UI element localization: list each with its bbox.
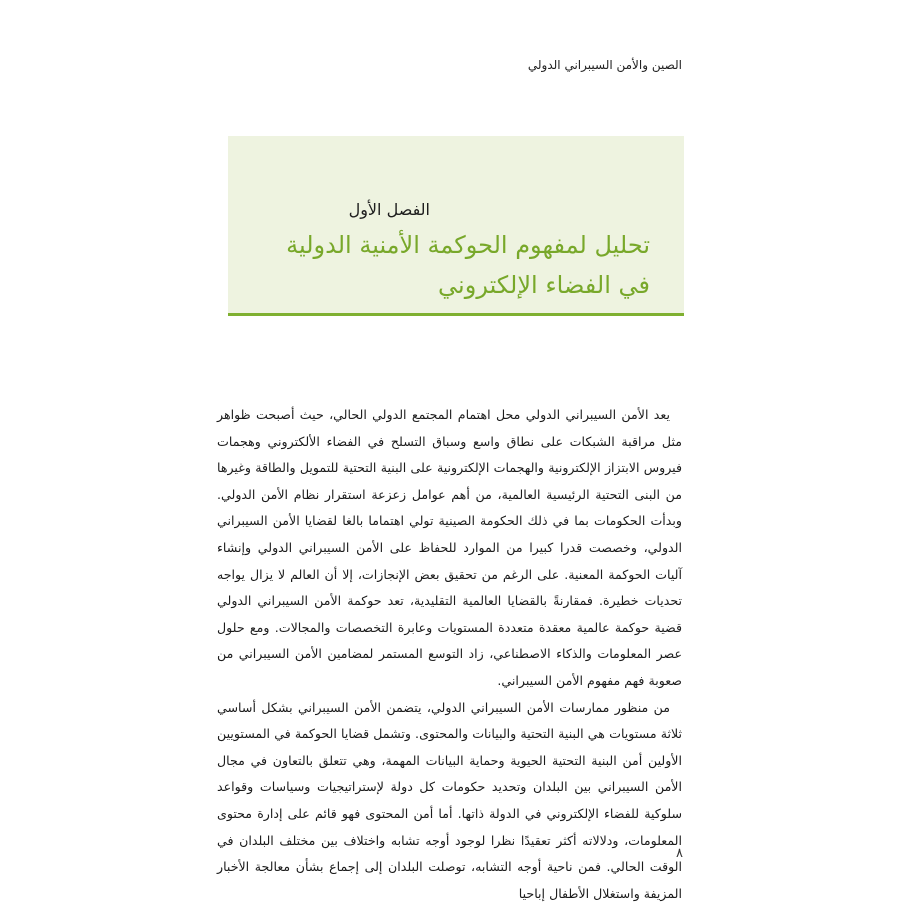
page-number: ٨	[676, 846, 683, 861]
paragraph-2: من منظور ممارسات الأمن السيبراني الدولي، يتضمن الأمن السيبراني بشكل أساسي ثلاثة مستويات هي البنية التحتية والبيانات والمحتوى. وتشمل قضايا الحوكمة في المستويين الأولين أمن البنية التحتية الحيوية وحماية البيانات المهمة، وهي تتعلق بالتعاون في مجال الأمن السيبراني بين البلدان وتحديد حكومات كل دولة لإستراتيجيات وسياسات وقواعد سلوكية للفضاء الإلكتروني في الدولة ذاتها. أما أمن المحتوى فهو قائم على إدارة محتوى المعلومات، ودلالاته أكثر تعقيدًا نظرا لوجود أوجه تشابه واختلاف بين مختلف البلدان في الوقت الحالي. فمن ناحية أوجه التشابه، توصلت البلدان إلى إجماع بشأن معالجة الأخبار المزيفة واستغلال الأطفال إباحيا	[217, 699, 682, 901]
running-header: الصين والأمن السيبراني الدولي	[527, 58, 682, 72]
chapter-label: الفصل الأول	[348, 200, 430, 219]
paragraph-1: يعد الأمن السيبراني الدولي محل اهتمام المجتمع الدولي الحالي، حيث أصبحت ظواهر مثل مراقبة الشبكات على نطاق واسع وسباق التسلح في الفضاء الألكتروني وهجمات فيروس الابتزاز الإلكترونية والهجمات الإلكترونية على البنية التحتية للتمويل والطاقة وغيرها من البنى التحتية الرئيسية العالمية، من أهم عوامل زعزعة استقرار نظام الأمن الدولي. وبدأت الحكومات بما في ذلك الحكومة الصينية تولي اهتماما بالغا لقضايا الأمن السيبراني الدولي، وخصصت قدرا كبيرا من الموارد للحفاظ على الأمن السيبراني الدولي وإنشاء آليات الحوكمة المعنية. على الرغم من تحقيق بعض الإنجازات، إلا أن العالم لا يزال يواجه تحديات خطيرة. فمقارنةً بالقضايا العالمية التقليدية، تعد حوكمة الأمن السيبراني الدولي قضية حوكمة عالمية معقدة متعددة المستويات وعابرة التخصصات والمجالات. ومع حلول عصر المعلومات والذكاء الاصطناعي، زاد التوسع المستمر لمضامين الأمن السيبراني من صعوبة فهم مفهوم الأمن السيبراني.	[217, 407, 682, 688]
body-text	[217, 402, 682, 907]
chapter-heading-box	[228, 136, 684, 316]
chapter-title: تحليل لمفهوم الحوكمة الأمنية الدولية في الفضاء الإلكتروني	[286, 231, 650, 299]
